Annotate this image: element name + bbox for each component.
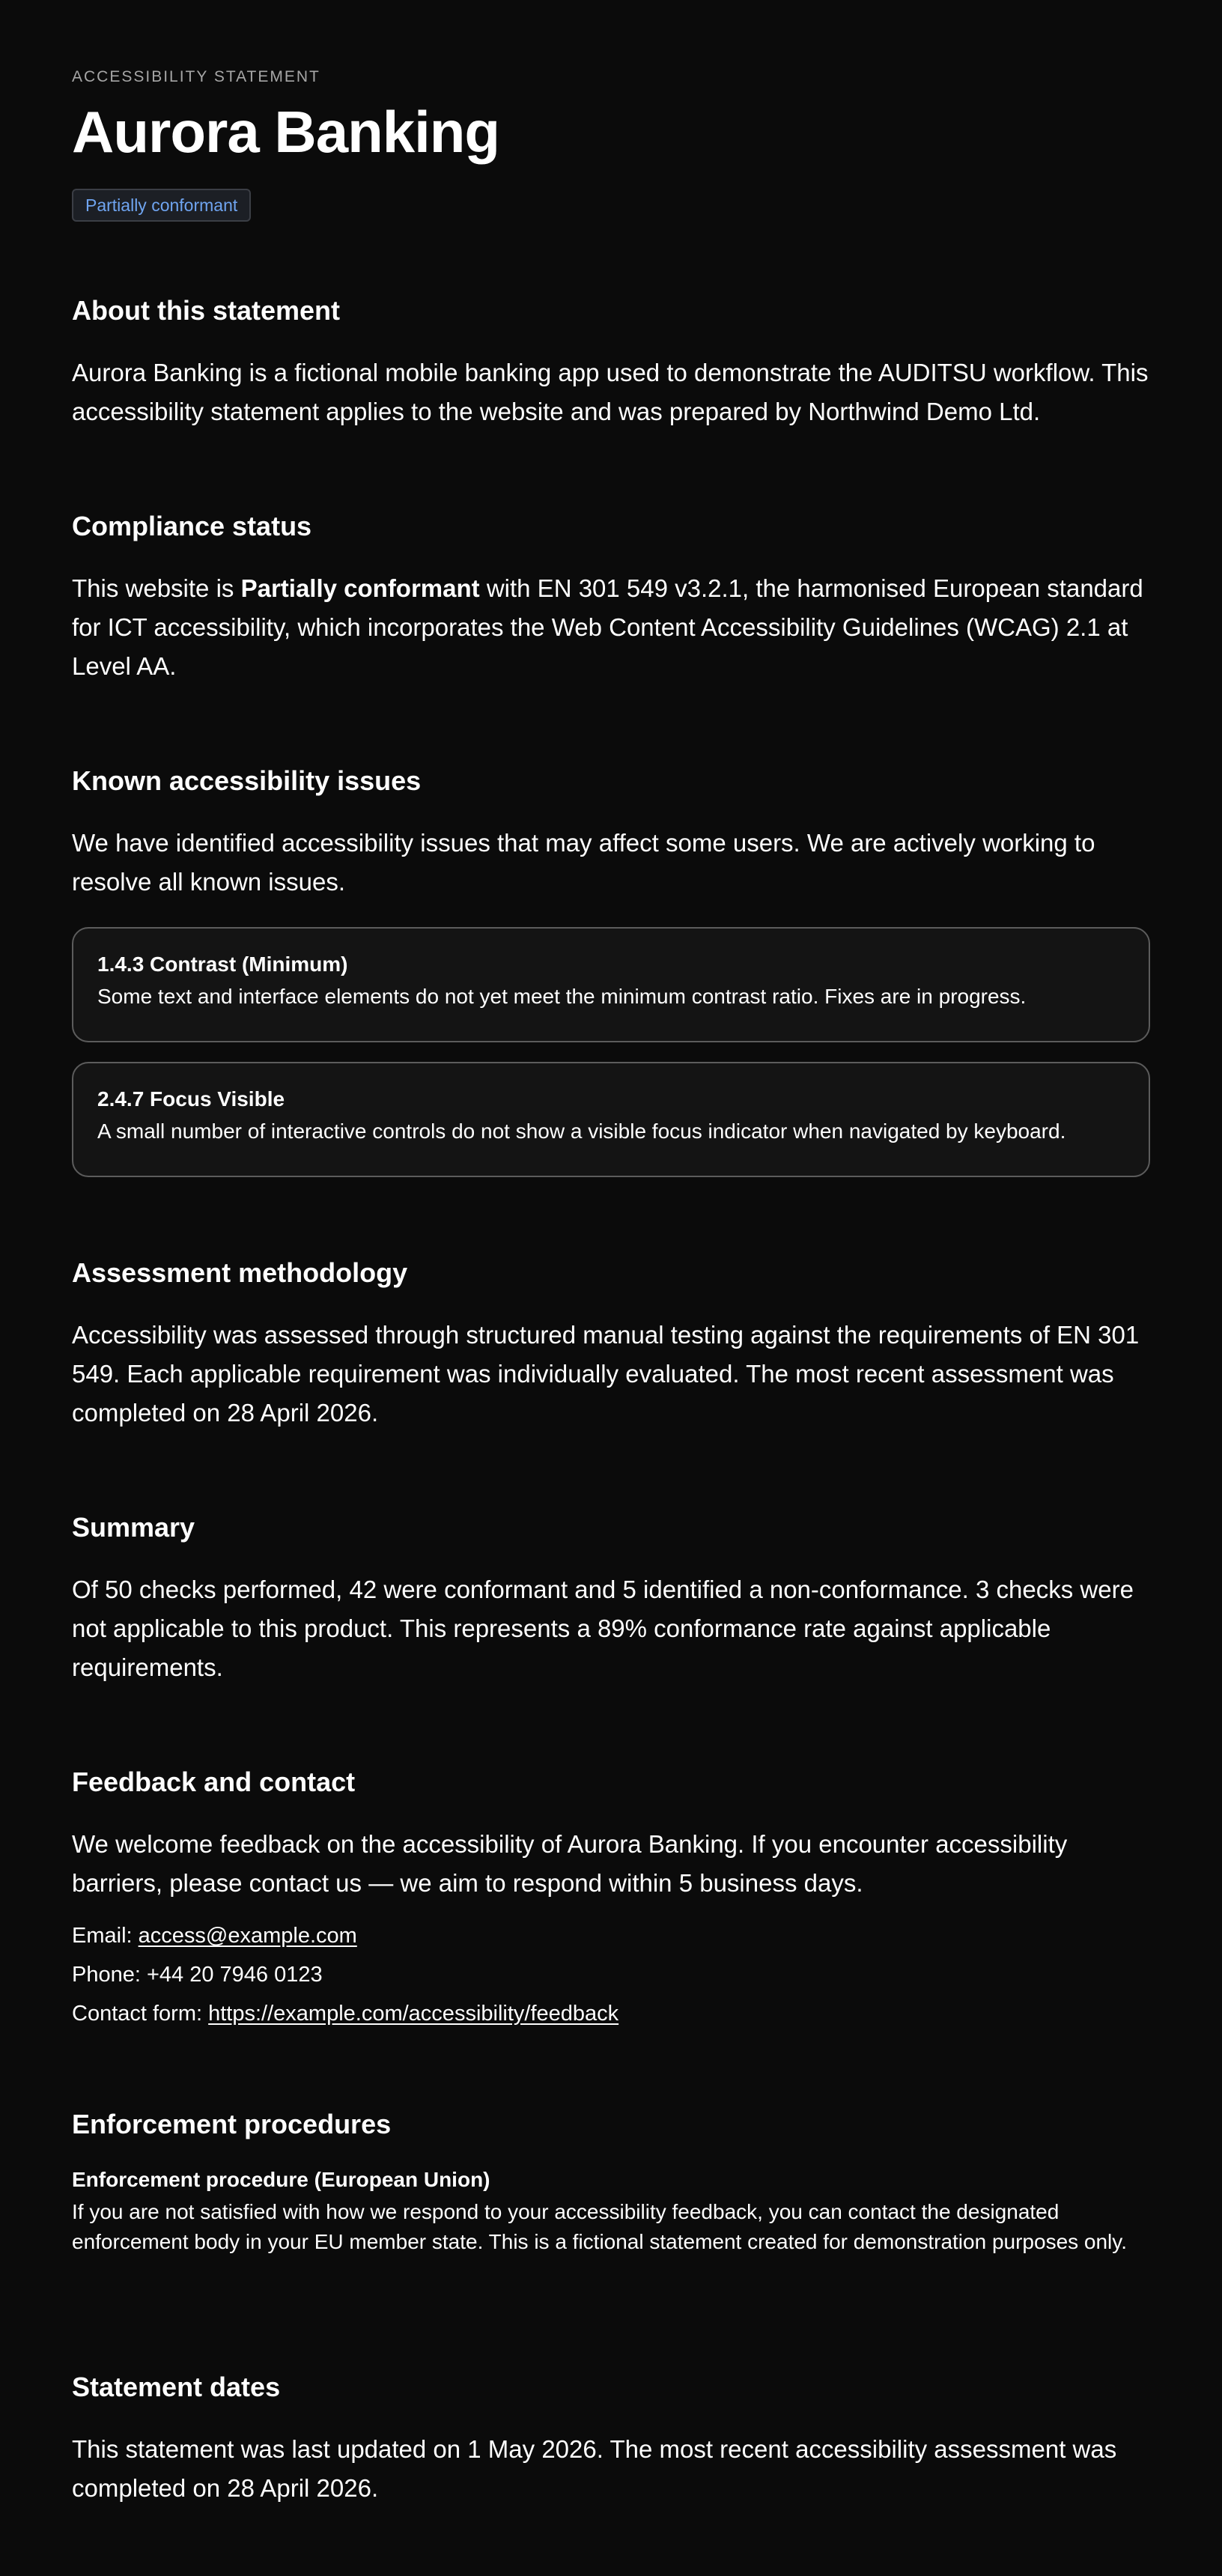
known-issues-intro: We have identified accessibility issues that may affect some users. We are actively working to resolve all known issues.	[72, 829, 1095, 896]
section-dates	[72, 2371, 1150, 2508]
issue-description: A small number of interactive controls do not show a visible focus indicator when navigated by keyboard.	[97, 1120, 1066, 1143]
section-methodology	[72, 1257, 1150, 1433]
phone-label: Phone:	[72, 1963, 147, 1987]
email-link[interactable]: access@example.com	[138, 1924, 357, 1948]
section-enforcement	[72, 2108, 1150, 2257]
dates-text: This statement was last updated on 1 May 2026. The most recent accessibility assessment was completed on 28 April 2026.	[72, 2435, 1117, 2502]
section-compliance	[72, 510, 1150, 686]
section-summary	[72, 1511, 1150, 1687]
issue-title: 1.4.3 Contrast (Minimum)	[97, 953, 348, 976]
section-heading-compliance: Compliance status	[72, 511, 312, 541]
contact-details	[72, 1921, 1150, 2029]
methodology-text: Accessibility was assessed through structured manual testing against the requirements of EN 301 549. Each applicable requirement was individually evaluated. The most recent assessment was completed on 28 April 2026.	[72, 1321, 1140, 1427]
phone-number: +44 20 7946 0123	[146, 1963, 323, 1987]
section-heading-methodology: Assessment methodology	[72, 1257, 408, 1288]
section-feedback	[72, 1766, 1150, 2038]
issue-card	[72, 1062, 1150, 1177]
enforcement-text: If you are not satisfied with how we respond to your accessibility feedback, you can contact the designated enforcement body in your EU member state. This is a fictional statement created for demonstration purposes only.	[72, 2200, 1127, 2253]
compliance-text	[72, 569, 1150, 686]
issue-title: 2.4.7 Focus Visible	[97, 1087, 285, 1111]
summary-text: Of 50 checks performed, 42 were conformant and 5 identified a non-conformance. 3 checks were not applicable to this product. This represents a 89% conformance rate against applicable requirements.	[72, 1576, 1134, 1681]
contact-form-line	[72, 1999, 1150, 2029]
section-about	[72, 294, 1150, 431]
email-label: Email:	[72, 1924, 139, 1948]
section-known-issues	[72, 765, 1150, 1177]
status-badge: Partially conformant	[72, 189, 251, 222]
section-heading-enforcement: Enforcement procedures	[72, 2109, 392, 2139]
issue-card	[72, 927, 1150, 1042]
page-title: Aurora Banking	[72, 99, 500, 165]
contact-email-line	[72, 1921, 1150, 1951]
compliance-text-after: with EN 301 549 v3.2.1, the harmonised European standard for ICT accessibility, which incorporates the Web Content Accessibility Guidelines (WCAG) 2.1 at Level AA.	[72, 574, 1143, 680]
section-heading-dates: Statement dates	[72, 2372, 281, 2402]
section-heading-summary: Summary	[72, 1512, 195, 1543]
issue-description: Some text and interface elements do not yet meet the minimum contrast ratio. Fixes are in progress.	[97, 985, 1027, 1008]
contact-phone-line	[72, 1960, 1150, 1990]
page-eyebrow: ACCESSIBILITY STATEMENT	[72, 68, 320, 85]
compliance-text-before: This website is	[72, 574, 241, 602]
contact-form-link[interactable]: https://example.com/accessibility/feedback	[208, 2002, 619, 2026]
enforcement-subheading: Enforcement procedure (European Union)	[72, 2168, 490, 2191]
compliance-status: Partially conformant	[240, 574, 480, 602]
contact-form-label: Contact form:	[72, 2002, 209, 2026]
section-heading-about: About this statement	[72, 295, 341, 326]
section-heading-feedback: Feedback and contact	[72, 1767, 356, 1797]
page-header	[72, 67, 1150, 222]
section-heading-known-issues: Known accessibility issues	[72, 765, 422, 796]
about-text: Aurora Banking is a fictional mobile banking app used to demonstrate the AUDITSU workflow. This accessibility statement applies to the website and was prepared by Northwind Demo Ltd.	[72, 359, 1149, 425]
feedback-text: We welcome feedback on the accessibility of Aurora Banking. If you encounter accessibility barriers, please contact us — we aim to respond within 5 business days.	[72, 1830, 1068, 1897]
